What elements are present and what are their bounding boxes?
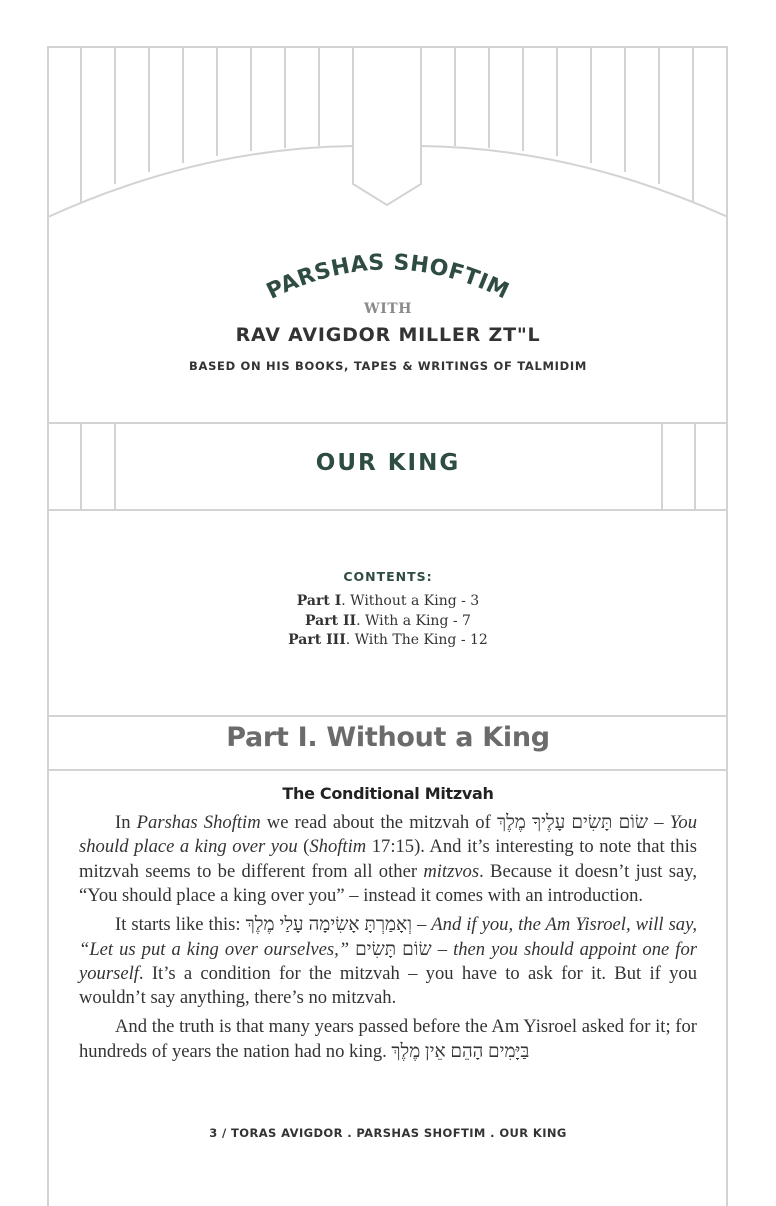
contents-label: CONTENTS: (343, 569, 433, 584)
contents-item-part: Part II (305, 612, 357, 629)
contents-item-part: Part I (296, 593, 342, 609)
contents-item: Part II. With a King - 7 (305, 612, 471, 629)
hebrew-quote: שׂוֹם תָּשִׂים עָלֶיךָ מֶלֶךְ (496, 812, 649, 833)
section-heading: The Conditional Mitzvah (282, 784, 494, 803)
hebrew-quote: בַּיָּמִים הָהֵם אֵין מֶלֶךְ (391, 1040, 530, 1062)
contents-item-title: With a King - 7 (364, 612, 471, 629)
author-name: RAV AVIGDOR MILLER ZT"L (235, 324, 541, 346)
topic-title: OUR KING (315, 450, 461, 476)
contents-list (0, 592, 776, 651)
contents-item-title: Without a King - 3 (350, 593, 480, 609)
paragraph-2: It starts like this: וְאָמַרְתָּ אָשִׂימָה עָלַי מֶלֶךְ – And if you, the Am Yisroel, will say, “Let us put a king over ourselves,” שׂוֹם תָּשִׂים – then you should appoint one for yourself. It’s a condition for the mitzvah – you have to ask for it. But if you wouldn’t say anything, there’s no mitzvah. (79, 914, 698, 1009)
with-label: WITH (364, 301, 412, 317)
based-on-line: BASED ON HIS BOOKS, TAPES & WRITINGS OF TALMIDIM (189, 359, 587, 373)
hebrew-quote: וְאָמַרְתָּ אָשִׂימָה עָלַי מֶלֶךְ (245, 914, 412, 936)
parsha-title: PARSHAS SHOFTIM (262, 250, 513, 305)
hebrew-quote: שׂוֹם תָּשִׂים (355, 938, 432, 960)
part-heading: Part I. Without a King (226, 722, 550, 753)
paragraph-3: And the truth is that many years passed before the Am Yisroel asked for it; for hundreds of years the nation had no king. בַּיָּמִים הָהֵם אֵין מֶלֶךְ (79, 1016, 697, 1062)
body-text (79, 811, 697, 1069)
contents-item: Part III. With The King - 12 (288, 632, 488, 648)
contents-item-part: Part III (288, 632, 346, 648)
contents-item: Part I. Without a King - 3 (296, 593, 480, 609)
contents-item-title: With The King - 12 (354, 632, 488, 648)
paragraph-1: In Parshas Shoftim we read about the mitzvah of שׂוֹם תָּשִׂים עָלֶיךָ מֶלֶךְ – You should place a king over you (Shoftim 17:15). And it’s interesting to note that this mitzvah seems to be different from all other mitzvos. Because it doesn’t just say, “You should place a king over you” – instead it comes with an introduction. (79, 812, 697, 907)
page-footer: 3 / TORAS AVIGDOR . PARSHAS SHOFTIM . OUR KING (209, 1126, 567, 1140)
